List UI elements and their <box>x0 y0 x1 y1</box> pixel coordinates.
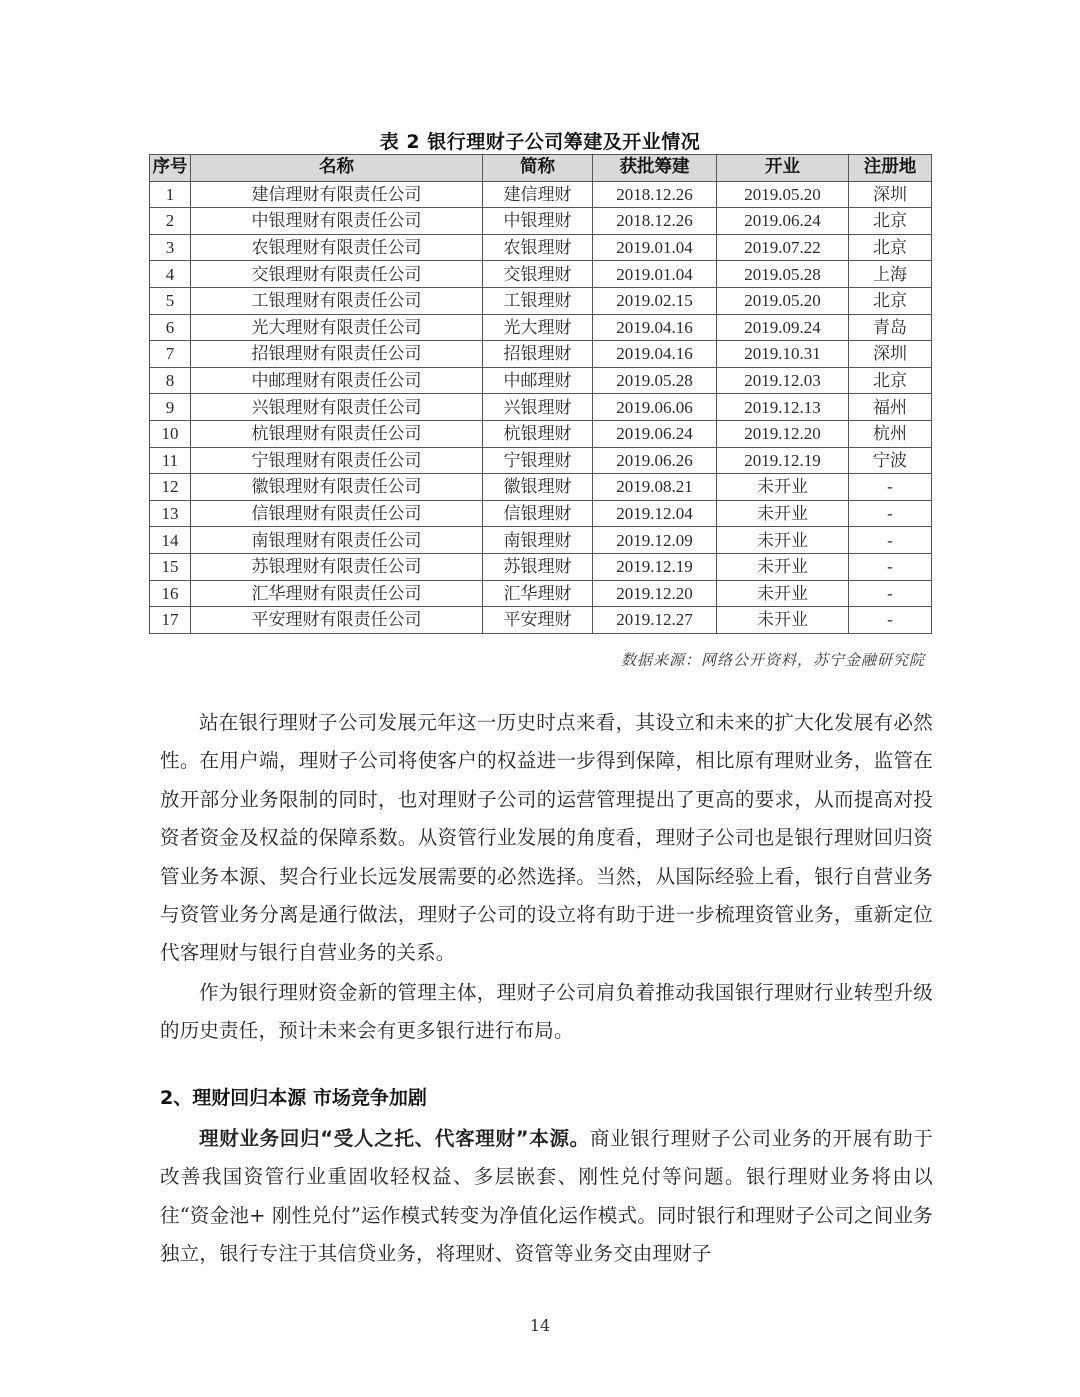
cell-index: 1 <box>150 181 191 208</box>
cell-index: 12 <box>150 474 191 501</box>
table-row <box>150 261 932 288</box>
cell-short-name: 南银理财 <box>483 527 593 554</box>
cell-short-name: 中银理财 <box>483 208 593 235</box>
cell-index: 17 <box>150 607 191 634</box>
table-row <box>150 341 932 368</box>
cell-name: 苏银理财有限责任公司 <box>191 553 483 580</box>
page-number: 14 <box>529 1316 551 1335</box>
cell-approval-date: 2019.08.21 <box>593 474 717 501</box>
cell-approval-date: 2019.02.15 <box>593 287 717 314</box>
table-row <box>150 234 932 261</box>
cell-approval-date: 2018.12.26 <box>593 181 717 208</box>
cell-short-name: 中邮理财 <box>483 367 593 394</box>
cell-opening-date: 2019.05.20 <box>717 287 849 314</box>
cell-name: 汇华理财有限责任公司 <box>191 580 483 607</box>
cell-opening-date: 2019.05.28 <box>717 261 849 288</box>
cell-short-name: 工银理财 <box>483 287 593 314</box>
cell-short-name: 杭银理财 <box>483 420 593 447</box>
cell-short-name: 平安理财 <box>483 607 593 634</box>
table-row <box>150 553 932 580</box>
cell-opening-date: 2019.06.24 <box>717 208 849 235</box>
header-name: 名称 <box>191 155 483 182</box>
cell-short-name: 建信理财 <box>483 181 593 208</box>
header-short-name: 简称 <box>483 155 593 182</box>
cell-index: 14 <box>150 527 191 554</box>
paragraph-1: 站在银行理财子公司发展元年这一历史时点来看，其设立和未来的扩大化发展有必然性。在用户端，理财子公司将使客户的权益进一步得到保障，相比原有理财业务，监管在放开部分业务限制的同时，也对理财子公司的运营管理提出了更高的要求，从而提高对投资者资金及权益的保障系数。从资管行业发展的角度看，理财子公司也是银行理财回归资管业务本源、契合行业长远发展需要的必然选择。当然，从国际经验上看，银行自营业务与资管业务分离是通行做法，理财子公司的设立将有助于进一步梳理资管业务，重新定位代客理财与银行自营业务的关系。 <box>160 711 933 965</box>
cell-approval-date: 2019.04.16 <box>593 341 717 368</box>
cell-opening-date: 2019.07.22 <box>717 234 849 261</box>
table-row <box>150 580 932 607</box>
cell-opening-date: 2019.10.31 <box>717 341 849 368</box>
cell-opening-date: 未开业 <box>717 500 849 527</box>
cell-approval-date: 2019.06.06 <box>593 394 717 421</box>
data-source-note: 数据来源：网络公开资料，苏宁金融研究院 <box>620 651 925 669</box>
subsidiary-table <box>149 154 932 634</box>
table-row <box>150 607 932 634</box>
cell-short-name: 宁银理财 <box>483 447 593 474</box>
cell-name: 招银理财有限责任公司 <box>191 341 483 368</box>
cell-registered-city: 北京 <box>849 234 932 261</box>
cell-registered-city: 深圳 <box>849 341 932 368</box>
cell-name: 中银理财有限责任公司 <box>191 208 483 235</box>
cell-index: 10 <box>150 420 191 447</box>
cell-approval-date: 2019.04.16 <box>593 314 717 341</box>
cell-index: 15 <box>150 553 191 580</box>
cell-approval-date: 2019.01.04 <box>593 261 717 288</box>
table-row <box>150 527 932 554</box>
cell-short-name: 农银理财 <box>483 234 593 261</box>
cell-short-name: 交银理财 <box>483 261 593 288</box>
cell-registered-city: - <box>849 580 932 607</box>
cell-name: 信银理财有限责任公司 <box>191 500 483 527</box>
paragraph-2: 作为银行理财资金新的管理主体，理财子公司肩负着推动我国银行理财行业转型升级的历史责任，预计未来会有更多银行进行布局。 <box>160 981 933 1043</box>
cell-approval-date: 2019.12.20 <box>593 580 717 607</box>
cell-name: 徽银理财有限责任公司 <box>191 474 483 501</box>
cell-opening-date: 2019.12.13 <box>717 394 849 421</box>
table-row <box>150 367 932 394</box>
cell-registered-city: 北京 <box>849 287 932 314</box>
table-header-row <box>150 155 932 182</box>
table-row <box>150 287 932 314</box>
cell-approval-date: 2019.12.04 <box>593 500 717 527</box>
cell-short-name: 光大理财 <box>483 314 593 341</box>
table-row <box>150 474 932 501</box>
cell-short-name: 信银理财 <box>483 500 593 527</box>
cell-name: 南银理财有限责任公司 <box>191 527 483 554</box>
cell-approval-date: 2019.12.09 <box>593 527 717 554</box>
paragraph-3-rest: 商业银行理财子公司业务的开展有助于改善我国资管行业重固收轻权益、多层嵌套、刚性兑付等问题。银行理财业务将由以往“资金池+ 刚性兑付”运作模式转变为净值化运作模式。同时银行和理财子公司之间业务独立，银行专注于其信贷业务，将理财、资管等业务交由理财子 <box>160 1127 933 1266</box>
cell-opening-date: 2019.09.24 <box>717 314 849 341</box>
cell-name: 平安理财有限责任公司 <box>191 607 483 634</box>
cell-index: 5 <box>150 287 191 314</box>
cell-name: 建信理财有限责任公司 <box>191 181 483 208</box>
cell-opening-date: 未开业 <box>717 474 849 501</box>
table-row <box>150 181 932 208</box>
cell-opening-date: 未开业 <box>717 527 849 554</box>
cell-short-name: 汇华理财 <box>483 580 593 607</box>
cell-approval-date: 2019.12.19 <box>593 553 717 580</box>
cell-index: 9 <box>150 394 191 421</box>
cell-name: 杭银理财有限责任公司 <box>191 420 483 447</box>
cell-registered-city: - <box>849 474 932 501</box>
table-row <box>150 314 932 341</box>
header-index: 序号 <box>150 155 191 182</box>
cell-index: 11 <box>150 447 191 474</box>
cell-registered-city: 福州 <box>849 394 932 421</box>
section-heading: 2、理财回归本源 市场竞争加剧 <box>160 1087 427 1109</box>
paragraph-3 <box>160 1120 933 1274</box>
cell-approval-date: 2019.06.24 <box>593 420 717 447</box>
cell-registered-city: 杭州 <box>849 420 932 447</box>
cell-registered-city: 北京 <box>849 208 932 235</box>
cell-registered-city: 北京 <box>849 367 932 394</box>
cell-approval-date: 2019.05.28 <box>593 367 717 394</box>
cell-index: 13 <box>150 500 191 527</box>
cell-name: 宁银理财有限责任公司 <box>191 447 483 474</box>
cell-opening-date: 未开业 <box>717 553 849 580</box>
cell-name: 工银理财有限责任公司 <box>191 287 483 314</box>
cell-name: 中邮理财有限责任公司 <box>191 367 483 394</box>
cell-short-name: 徽银理财 <box>483 474 593 501</box>
cell-name: 农银理财有限责任公司 <box>191 234 483 261</box>
cell-short-name: 招银理财 <box>483 341 593 368</box>
cell-opening-date: 2019.12.03 <box>717 367 849 394</box>
cell-index: 2 <box>150 208 191 235</box>
cell-approval-date: 2019.01.04 <box>593 234 717 261</box>
cell-approval-date: 2018.12.26 <box>593 208 717 235</box>
cell-opening-date: 2019.12.19 <box>717 447 849 474</box>
cell-index: 8 <box>150 367 191 394</box>
table-row <box>150 420 932 447</box>
table-caption: 表 2 银行理财子公司筹建及开业情况 <box>379 131 701 153</box>
cell-index: 6 <box>150 314 191 341</box>
table-row <box>150 208 932 235</box>
table-body <box>150 181 932 633</box>
cell-index: 16 <box>150 580 191 607</box>
cell-registered-city: 上海 <box>849 261 932 288</box>
cell-short-name: 苏银理财 <box>483 553 593 580</box>
cell-registered-city: - <box>849 553 932 580</box>
cell-name: 光大理财有限责任公司 <box>191 314 483 341</box>
cell-opening-date: 未开业 <box>717 580 849 607</box>
cell-index: 4 <box>150 261 191 288</box>
cell-index: 3 <box>150 234 191 261</box>
header-approval-date: 获批筹建 <box>593 155 717 182</box>
cell-opening-date: 2019.12.20 <box>717 420 849 447</box>
paragraph-3-lead: 理财业务回归“受人之托、代客理财”本源。 <box>199 1127 590 1150</box>
cell-registered-city: 宁波 <box>849 447 932 474</box>
cell-opening-date: 未开业 <box>717 607 849 634</box>
cell-opening-date: 2019.05.20 <box>717 181 849 208</box>
cell-short-name: 兴银理财 <box>483 394 593 421</box>
table-row <box>150 394 932 421</box>
header-registered-city: 注册地 <box>849 155 932 182</box>
cell-approval-date: 2019.06.26 <box>593 447 717 474</box>
cell-name: 兴银理财有限责任公司 <box>191 394 483 421</box>
cell-name: 交银理财有限责任公司 <box>191 261 483 288</box>
cell-registered-city: - <box>849 607 932 634</box>
cell-registered-city: - <box>849 500 932 527</box>
cell-index: 7 <box>150 341 191 368</box>
cell-approval-date: 2019.12.27 <box>593 607 717 634</box>
header-opening-date: 开业 <box>717 155 849 182</box>
cell-registered-city: - <box>849 527 932 554</box>
cell-registered-city: 深圳 <box>849 181 932 208</box>
table-row <box>150 447 932 474</box>
cell-registered-city: 青岛 <box>849 314 932 341</box>
table-row <box>150 500 932 527</box>
